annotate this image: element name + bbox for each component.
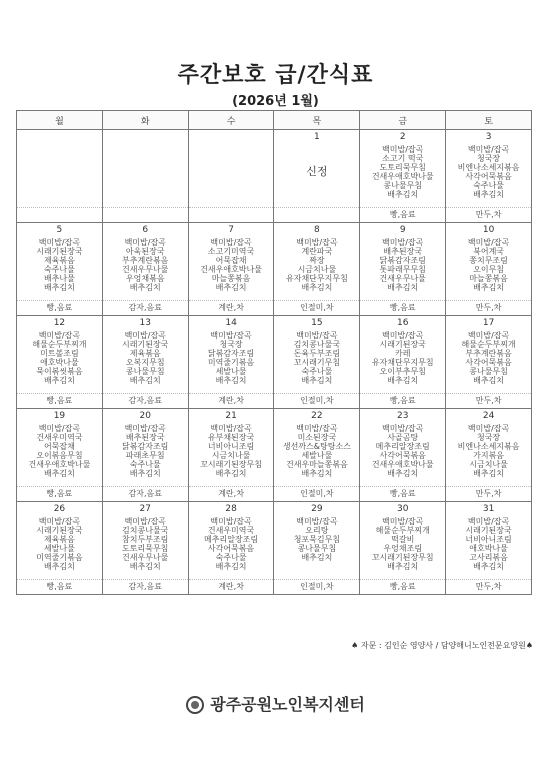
meal-item: 백미밥/잡곡 [124,424,166,433]
meal-list [103,237,188,300]
day-cell [360,316,446,409]
meal-item: 배추김치 [43,469,75,478]
snack-label: 빵,음료 [360,579,445,594]
meal-item: 오이무침 [473,265,505,274]
meal-list [446,516,531,579]
snack-label: 빵,음료 [360,393,445,408]
meal-item: 배추나물 [43,274,75,283]
day-cell [360,130,446,223]
meal-item: 콩나물무침 [383,181,423,190]
meal-item: 건새우미역국 [207,526,255,535]
meal-list [189,516,274,579]
meal-item: 제육볶음 [43,256,75,265]
day-cell [274,316,360,409]
meal-list [17,516,102,579]
meal-item: 꼬시래기된장무침 [200,460,262,469]
meal-item: 배추김치 [129,376,161,385]
meal-item: 백미밥/잡곡 [210,238,252,247]
meal-item: 숙주나물 [215,553,247,562]
meal-item: 배추김치 [215,283,247,292]
meal-item: 유자채단무지무침 [371,358,434,367]
snack-label [189,207,274,222]
day-cell [17,223,103,316]
meal-item: 콩나물무침 [125,367,165,376]
meal-item: 건새우미역국 [36,433,83,442]
meal-item: 배추된장국 [383,247,423,256]
meal-item: 짜장 [309,256,325,265]
meal-item: 배추김치 [215,376,247,385]
meal-item: 미역줄기볶음 [36,553,83,562]
weekday-header: 토 [446,111,532,130]
meal-item: 배추김치 [301,283,333,292]
page-subtitle: (2026년 1월) [232,94,319,109]
meal-item: 소고기미역국 [207,247,255,256]
snack-label: 계란,차 [189,300,274,315]
meal-item: 닭볶감자조림 [207,349,255,358]
meal-item: 마늘쫑볶음 [211,274,251,283]
meal-item: 해물순두부찌개 [461,340,516,349]
meal-item: 너비아니조림 [465,535,512,544]
day-cell [274,409,360,502]
weekday-header: 화 [102,111,188,130]
day-cell [446,502,532,595]
meal-item: 애호박나물 [40,358,79,367]
meal-item: 백미밥/잡곡 [467,145,510,154]
meal-item: 오리탕 [305,526,329,535]
snack-label: 인절미,차 [274,300,359,315]
snack-label: 계란,차 [189,393,274,408]
day-number: 8 [314,225,320,235]
day-number: 20 [139,411,151,421]
meal-item: 시금치나물 [469,460,508,469]
day-cell [188,130,274,223]
meal-item: 배추김치 [43,376,75,385]
meal-list [274,144,359,207]
snack-label [103,207,188,222]
meal-list [103,423,188,486]
snack-label: 만두,차 [446,579,531,594]
meal-item: 돈육두부조림 [293,349,341,358]
weekday-header: 월 [17,111,103,130]
meal-item: 김치콩나물국 [293,340,341,349]
meal-item: 유부채된장국 [207,433,255,442]
meal-item: 사골곰탕 [387,433,419,442]
organization-name: 광주공원노인복지센터 [210,695,365,714]
meal-item: 배추김치 [43,283,75,292]
day-number: 15 [311,318,323,328]
meal-item: 배추김치 [387,190,419,199]
meal-item: 청포묵김무침 [293,535,341,544]
snack-label: 빵,음료 [17,393,102,408]
meal-list [446,237,531,300]
meal-item: 배추김치 [387,376,419,385]
day-number: 5 [56,225,63,235]
day-number: 22 [311,411,323,421]
meal-item: 어묵잡채 [43,442,75,451]
meal-item: 세발나물 [43,544,75,553]
weekday-header: 목 [274,111,360,130]
meal-item: 배추김치 [301,376,333,385]
meal-list [189,144,274,207]
snack-label [17,207,102,222]
meal-item: 김치콩나물국 [122,526,169,535]
snack-label: 만두,차 [446,393,531,408]
meal-item: 꼬시래기된장무침 [371,553,434,562]
day-cell [17,502,103,595]
meal-item: 시래기된장국 [379,340,426,349]
meal-list [17,330,102,393]
snack-label: 만두,차 [446,486,531,501]
meal-item: 시래기된장국 [122,340,169,349]
meal-item: 계란파국 [301,247,333,256]
meal-item: 건새우무나물 [122,265,169,274]
meal-item: 도토리묵무침 [122,544,169,553]
meal-item: 백미밥/잡곡 [210,517,252,526]
meal-item: 건새우무나물 [122,553,169,562]
meal-item: 백미밥/잡곡 [124,238,166,247]
meal-item: 건새우무나물 [379,274,426,283]
day-cell [188,409,274,502]
meal-item: 시래기된장국 [36,526,83,535]
day-cell [274,223,360,316]
meal-item: 유자채단무지무침 [285,274,348,283]
day-number: 12 [53,318,66,328]
meal-item: 백미밥/잡곡 [38,331,81,340]
meal-item: 백미밥/잡곡 [210,331,252,340]
week-row [17,130,532,223]
meal-item: 우엉채볶음 [125,274,165,283]
meal-item: 사각어묵볶음 [465,172,512,181]
day-number: 21 [225,411,237,421]
week-row [17,502,532,595]
meal-item: 백미밥/잡곡 [467,517,510,526]
day-cell [446,223,532,316]
meal-item: 숙주나물 [129,460,161,469]
meal-item: 배추김치 [129,469,161,478]
meal-list [360,144,445,207]
meal-item: 세발나물 [215,367,247,376]
meal-item: 콩나물무침 [469,367,508,376]
snack-label: 감자,음료 [103,300,188,315]
meal-item: 백미밥/잡곡 [124,331,166,340]
meal-item: 가지볶음 [473,451,505,460]
day-number: 29 [311,504,323,514]
meal-item: 고사리볶음 [469,553,508,562]
meal-item: 세발나물 [301,451,333,460]
snack-label: 만두,차 [446,300,531,315]
day-number: 14 [225,318,237,328]
day-number [189,130,274,144]
meal-list [274,423,359,486]
meal-item: 건새우애호박나물 [371,460,434,469]
meal-list [446,330,531,393]
day-cell [17,409,103,502]
day-number: 1 [314,132,320,142]
meal-item: 배추김치 [473,562,505,571]
meal-item: 오이볶음무침 [36,451,83,460]
meal-item: 참치두부조림 [122,535,169,544]
meal-item: 배추김치 [215,469,247,478]
snack-label: 만두,차 [446,207,531,222]
meal-item: 배추김치 [387,469,419,478]
day-cell [188,502,274,595]
page-title: 주간보호 급/간식표 [177,63,374,88]
meal-list [189,237,274,300]
meal-item: 미소된장국 [297,433,337,442]
meal-item: 너비아니조림 [207,442,255,451]
meal-item: 부추계란볶음 [122,256,169,265]
meal-item: 건새우애호박나물 [200,265,262,274]
meal-item: 비엔나소세지볶음 [457,163,520,172]
snack-label: 빵,음료 [17,300,102,315]
meal-list [274,330,359,393]
snack-label: 인절미,차 [274,486,359,501]
meal-item: 생선까스&탕탕소스 [282,442,351,451]
meal-item: 백미밥/잡곡 [38,238,81,247]
meal-item: 북어계국 [473,247,505,256]
meal-item: 배추김치 [129,283,161,292]
meal-item: 도토리묵무침 [379,163,426,172]
meal-item: 백미밥/잡곡 [296,238,338,247]
day-cell [360,502,446,595]
day-number: 28 [225,504,237,514]
day-cell [188,316,274,409]
snack-label: 계란,차 [189,579,274,594]
meal-item: 미트볼조림 [40,349,79,358]
meal-list [17,237,102,300]
meal-item: 건새우애호박나물 [28,460,91,469]
day-number: 2 [399,132,406,142]
meal-item: 부추계란볶음 [465,349,512,358]
meal-item: 배추김치 [473,376,505,385]
meal-item: 배추된장국 [125,433,165,442]
meal-item: 오복지무침 [125,358,165,367]
meal-item: 묵이볶씻볶음 [36,367,83,376]
meal-list [360,330,445,393]
day-number: 10 [482,225,495,235]
snack-label: 감자,음료 [103,393,188,408]
meal-item: 해물순두부찌개 [375,526,430,535]
snack-label: 빵,음료 [360,486,445,501]
meal-item: 배추김치 [129,562,161,571]
meal-list [446,423,531,486]
day-number [103,130,188,144]
day-cell [17,316,103,409]
day-cell [17,130,103,223]
organization-footer [0,692,551,715]
meal-item: 시금치나물 [211,451,251,460]
meal-item: 메추리알장조림 [375,442,430,451]
meal-item: 배추김치 [301,553,333,562]
meal-item: 백미밥/잡곡 [210,424,252,433]
weekday-header-row [17,111,532,130]
snack-label: 감자,음료 [103,486,188,501]
week-row [17,223,532,316]
meal-list [360,237,445,300]
meal-item: 마늘쫑볶음 [469,274,508,283]
meal-item: 배추김치 [43,562,75,571]
meal-item: 배추김치 [215,562,247,571]
meal-item: 아욱된장국 [125,247,165,256]
meal-item: 떡갈비 [391,535,415,544]
snack-label: 인절미,차 [274,393,359,408]
meal-item: 콩나물무침 [297,544,337,553]
day-number: 16 [397,318,409,328]
day-number [17,130,102,144]
meal-item: 백미밥/잡곡 [124,517,166,526]
meal-item: 배추김치 [387,562,419,571]
day-cell [360,409,446,502]
meal-item: 어묵잡채 [215,256,247,265]
meal-item: 신정 [306,165,328,178]
meal-item: 배추김치 [301,469,333,478]
day-cell [188,223,274,316]
day-number: 6 [142,225,149,235]
meal-item: 닭볶감자조림 [122,442,169,451]
snack-label: 빵,음료 [17,579,102,594]
meal-item: 숙주나물 [473,181,505,190]
meal-item: 닭볶감자조림 [379,256,426,265]
organization-logo-icon [186,696,204,714]
meal-item: 배추김치 [387,283,419,292]
meal-list [17,144,102,207]
meal-item: 숙주나물 [301,367,333,376]
meal-item: 백미밥/잡곡 [296,424,338,433]
meal-item: 백미밥/잡곡 [382,517,424,526]
meal-item: 백미밥/잡곡 [296,517,338,526]
meal-list [360,516,445,579]
meal-list [17,423,102,486]
meal-item: 꼬시래기무침 [293,358,341,367]
meal-item: 시금치나물 [297,265,337,274]
meal-item: 시래기된장국 [465,526,512,535]
meal-item: 배추김치 [473,190,505,199]
meal-list [274,516,359,579]
meal-item: 백미밥/잡곡 [38,424,81,433]
week-row [17,409,532,502]
day-number: 27 [139,504,151,514]
meal-item: 건새우애호박나물 [371,172,434,181]
meal-item: 배추김치 [473,283,505,292]
day-cell [102,502,188,595]
day-number: 31 [482,504,495,514]
meal-item: 해물순두부찌개 [32,340,87,349]
day-number: 13 [139,318,151,328]
meal-item: 카레 [394,349,411,358]
weekday-header: 금 [360,111,446,130]
day-cell [274,502,360,595]
day-cell [102,130,188,223]
day-number: 3 [485,132,492,142]
meal-item: 소고기 떡국 [382,154,424,163]
day-cell [446,130,532,223]
day-number: 26 [53,504,66,514]
meal-item: 오이부추무침 [379,367,426,376]
meal-item: 청국장 [476,433,501,442]
meal-item: 메추리알장조림 [204,535,259,544]
snack-label: 빵,음료 [360,300,445,315]
meal-list [103,330,188,393]
meal-item: 백미밥/잡곡 [296,331,338,340]
meal-item: 백미밥/잡곡 [467,331,510,340]
meal-item: 백미밥/잡곡 [467,424,510,433]
meal-item: 건새우마늘쫑볶음 [285,460,348,469]
meal-item: 쫑치무조림 [469,256,508,265]
meal-list [103,144,188,207]
day-cell [102,223,188,316]
meal-item: 숙주나물 [43,265,75,274]
day-cell [446,316,532,409]
meal-list [274,237,359,300]
meal-list [103,516,188,579]
meal-item: 비엔나소세지볶음 [457,442,520,451]
day-cell [360,223,446,316]
day-number: 30 [397,504,409,514]
day-cell [446,409,532,502]
meal-item: 백미밥/잡곡 [382,145,424,154]
meal-item: 청국장 [476,154,501,163]
day-cell [274,130,360,223]
meal-list [189,423,274,486]
meal-item: 우엉채조림 [383,544,423,553]
meal-item: 배추김치 [473,469,505,478]
meal-item: 백미밥/잡곡 [467,238,510,247]
meal-item: 백미밥/잡곡 [382,331,424,340]
meal-item: 백미밥/잡곡 [382,238,424,247]
day-number: 17 [482,318,495,328]
meal-item: 제육볶음 [43,535,75,544]
menu-calendar-table [16,110,532,595]
meal-item: 애호박나물 [469,544,508,553]
meal-item: 시래기된장국 [36,247,83,256]
day-number: 9 [399,225,406,235]
meal-item: 톳파래무무침 [379,265,426,274]
meal-item: 미역줄기볶음 [207,358,255,367]
weekday-header: 수 [188,111,274,130]
snack-label: 인절미,차 [274,579,359,594]
day-number: 23 [397,411,409,421]
snack-label: 감자,음료 [103,579,188,594]
day-cell [102,316,188,409]
meal-item: 청국장 [219,340,243,349]
consultant-note: ♠ 자문 : 김인순 영양사 / 담양해니노인전문요양원♠ [351,641,533,650]
snack-label: 빵,음료 [17,486,102,501]
day-cell [102,409,188,502]
meal-item: 제육볶음 [129,349,161,358]
meal-item: 파래초무침 [125,451,165,460]
meal-item: 백미밥/잡곡 [38,517,81,526]
day-number: 19 [53,411,66,421]
day-number: 7 [228,225,234,235]
meal-item: 사각어묵볶음 [379,451,426,460]
snack-label: 계란,차 [189,486,274,501]
week-row [17,316,532,409]
meal-list [189,330,274,393]
snack-label: 빵,음료 [360,207,445,222]
meal-list [360,423,445,486]
snack-label [274,207,359,222]
day-number: 24 [482,411,495,421]
meal-item: 백미밥/잡곡 [382,424,424,433]
meal-item: 사각어묵볶음 [207,544,255,553]
meal-list [446,144,531,207]
meal-item: 사각어묵볶음 [465,358,512,367]
